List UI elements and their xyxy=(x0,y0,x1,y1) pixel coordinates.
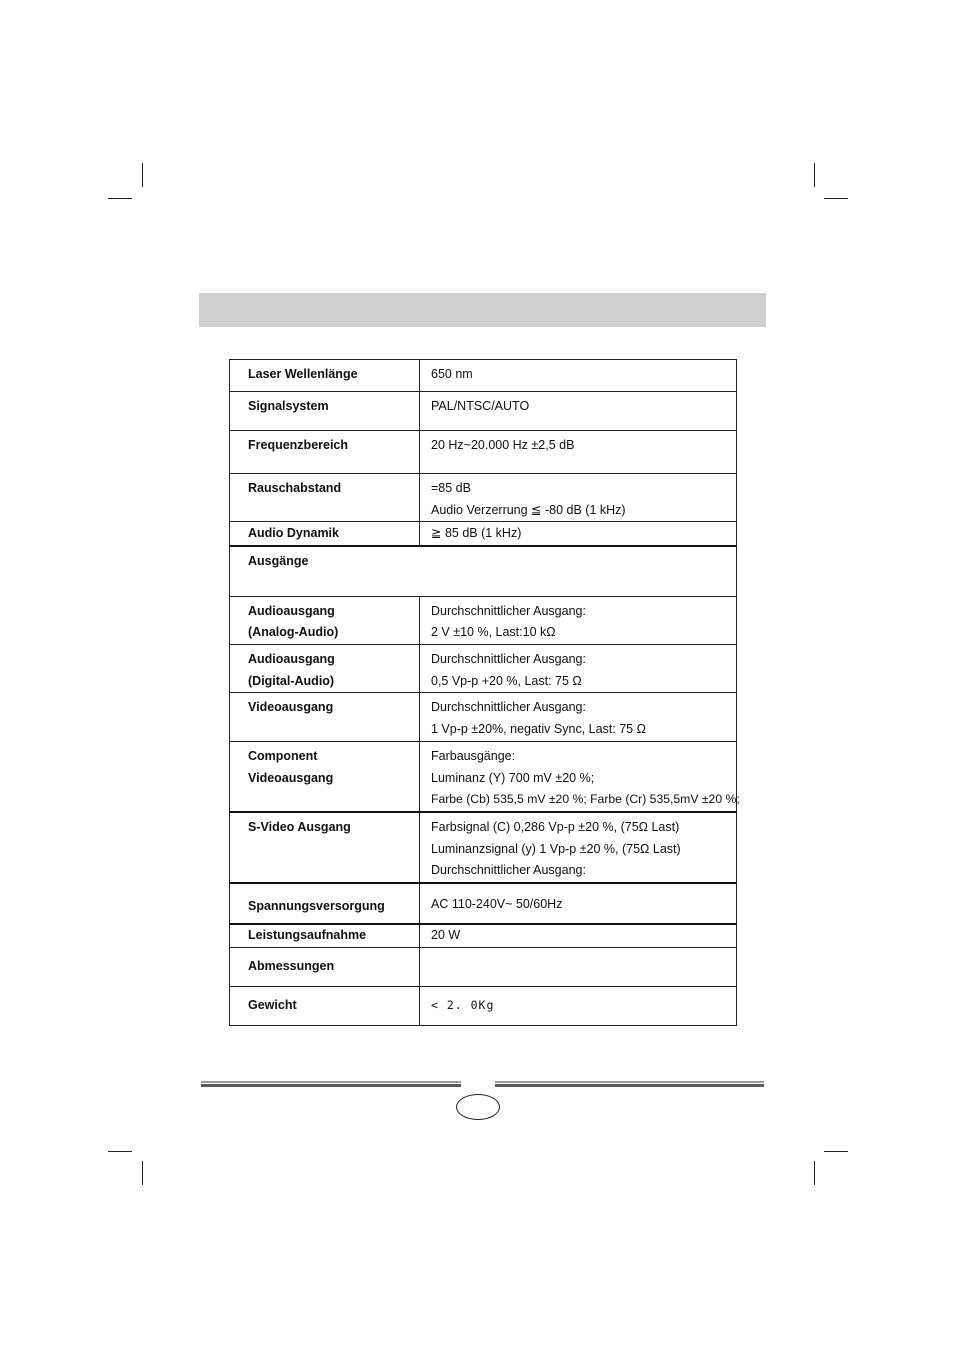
table-row xyxy=(230,924,737,947)
section-header-bar xyxy=(199,293,766,327)
crop-mark xyxy=(824,198,848,199)
table-row xyxy=(230,360,737,392)
crop-mark xyxy=(108,1151,132,1152)
spec-label: Gewicht xyxy=(230,986,420,1025)
spec-value: ≧ 85 dB (1 kHz) xyxy=(420,522,737,546)
footer-rule-left xyxy=(201,1081,461,1087)
table-row xyxy=(230,645,737,693)
spec-value: Farbausgänge: Luminanz (Y) 700 mV ±20 %; Farbe (Cb) 535,5 mV ±20 %; Farbe (Cr) 535,5mV ±20 %; xyxy=(420,741,737,812)
spec-value: 20 W xyxy=(420,924,737,947)
table-row xyxy=(230,546,737,596)
spec-label: Leistungsaufnahme xyxy=(230,924,420,947)
crop-mark xyxy=(814,163,815,187)
spec-value xyxy=(420,947,737,986)
spec-label: Audioausgang (Digital-Audio) xyxy=(230,645,420,693)
spec-section-heading: Ausgänge xyxy=(230,546,737,596)
page-number-oval xyxy=(456,1094,500,1120)
spec-value: < 2. 0Kg xyxy=(420,986,737,1025)
spec-label: Frequenzbereich xyxy=(230,431,420,474)
table-row xyxy=(230,596,737,644)
table-row xyxy=(230,392,737,431)
spec-label: Spannungsversorgung xyxy=(230,883,420,924)
spec-value: Durchschnittlicher Ausgang: 2 V ±10 %, Last:10 kΩ xyxy=(420,596,737,644)
table-row xyxy=(230,812,737,883)
crop-mark xyxy=(814,1161,815,1185)
spec-value: Farbsignal (C) 0,286 Vp-p ±20 %, (75Ω Last) Luminanzsignal (y) 1 Vp-p ±20 %, (75Ω Last) Durchschnittlicher Ausgang: xyxy=(420,812,737,883)
footer-rule-right xyxy=(495,1081,764,1087)
table-row xyxy=(230,986,737,1025)
table-row xyxy=(230,741,737,812)
spec-label: Signalsystem xyxy=(230,392,420,431)
table-row xyxy=(230,947,737,986)
spec-label: Rauschabstand xyxy=(230,474,420,522)
spec-value: AC 110-240V~ 50/60Hz xyxy=(420,883,737,924)
spec-value: Durchschnittlicher Ausgang: 1 Vp-p ±20%, negativ Sync, Last: 75 Ω xyxy=(420,693,737,741)
table-row xyxy=(230,431,737,474)
spec-label: Component Videoausgang xyxy=(230,741,420,812)
spec-label: Abmessungen xyxy=(230,947,420,986)
table-row xyxy=(230,522,737,546)
spec-label: Audio Dynamik xyxy=(230,522,420,546)
spec-value: PAL/NTSC/AUTO xyxy=(420,392,737,431)
crop-mark xyxy=(142,1161,143,1185)
spec-label: Audioausgang (Analog-Audio) xyxy=(230,596,420,644)
spec-table xyxy=(229,359,740,1026)
crop-mark xyxy=(824,1151,848,1152)
crop-mark xyxy=(142,163,143,187)
spec-value: 650 nm xyxy=(420,360,737,392)
spec-label: Laser Wellenlänge xyxy=(230,360,420,392)
spec-value: =85 dB Audio Verzerrung ≦ -80 dB (1 kHz) xyxy=(420,474,737,522)
spec-value: Durchschnittlicher Ausgang: 0,5 Vp-p +20 %, Last: 75 Ω xyxy=(420,645,737,693)
spec-label: Videoausgang xyxy=(230,693,420,741)
table-row xyxy=(230,474,737,522)
crop-mark xyxy=(108,198,132,199)
table-row xyxy=(230,693,737,741)
spec-value: 20 Hz~20.000 Hz ±2,5 dB xyxy=(420,431,737,474)
spec-label: S-Video Ausgang xyxy=(230,812,420,883)
table-row xyxy=(230,883,737,924)
